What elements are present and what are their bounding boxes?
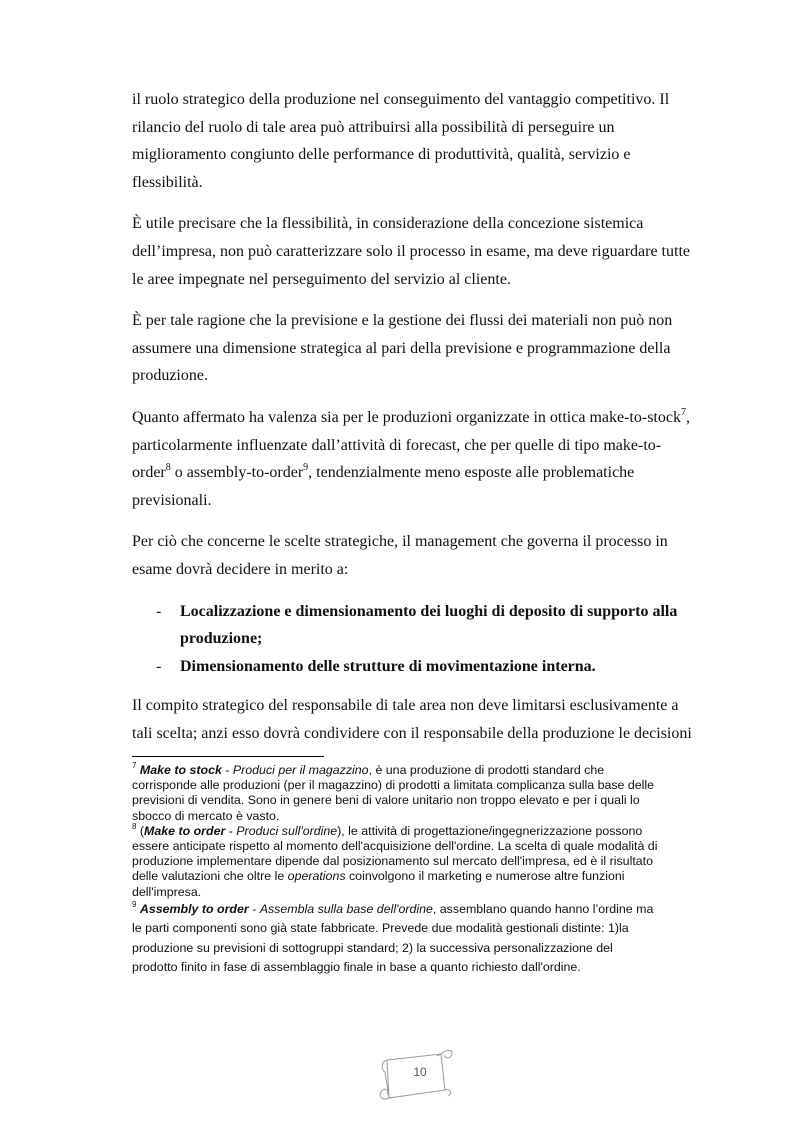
text-line: tali scelta; anzi esso dovrà condividere con il responsabile della produzione le decisioni — [132, 724, 692, 742]
footnote-separator — [132, 756, 324, 757]
text-line: produzione. — [132, 367, 208, 385]
page-number — [375, 1046, 465, 1106]
text-line: È per tale ragione che la previsione e la gestione dei flussi dei materiali non può non — [132, 312, 673, 330]
text-fragment: - — [221, 763, 233, 777]
text-line: sbocco di mercato è vasto. — [132, 808, 280, 823]
footnote-7 — [132, 760, 672, 824]
text-line: le aree impegnate nel perseguimento del servizio al cliente. — [132, 270, 511, 288]
bullet-text: produzione; — [180, 630, 263, 648]
footnote-8 — [132, 821, 672, 900]
footnote-ref-8[interactable]: 8 — [165, 461, 171, 473]
footnote-translation: Assembla sulla base dell'ordine — [259, 901, 433, 916]
paragraph-4 — [132, 404, 690, 514]
dash-bullet: - — [156, 657, 162, 675]
text-fragment: order — [132, 464, 166, 482]
text-fragment: delle valutazioni che oltre le — [132, 869, 288, 884]
text-line — [132, 760, 672, 778]
footnote-translation: Produci sull'ordine — [236, 823, 338, 838]
footnote-ref-7[interactable]: 7 — [680, 406, 686, 418]
footnote-ref-9[interactable]: 9 — [303, 461, 309, 473]
text-fragment: - — [225, 823, 237, 838]
text-line: previsioni di vendita. Sono in genere beni di valore unitario non troppo elevato e per i quali lo — [132, 793, 640, 808]
footnote-translation: Produci per il magazzino — [232, 763, 369, 777]
page-number-text: 10 — [413, 1065, 427, 1079]
bullet-text: Localizzazione e dimensionamento dei luoghi di deposito di supporto alla — [180, 602, 678, 620]
text-fragment: Quanto affermato ha valenza sia per le produzioni organizzate in ottica make-to-stock — [132, 408, 681, 426]
text-line: Per ciò che concerne le scelte strategiche, il management che governa il processo in — [132, 533, 668, 551]
footnote-9 — [132, 900, 672, 978]
text-line: le parti componenti sono già state fabbricate. Prevede due modalità gestionali distinte: 1)la — [132, 921, 629, 936]
dash-bullet: - — [156, 602, 162, 620]
text-fragment: ( — [136, 823, 145, 838]
bullet-item — [132, 625, 664, 653]
text-line — [132, 459, 664, 487]
bullet-item — [132, 653, 664, 681]
text-fragment: - — [248, 901, 260, 916]
paragraph-3 — [132, 307, 673, 390]
text-fragment: ), le attività di progettazione/ingegnerizzazione possono — [337, 823, 643, 838]
body-text — [132, 86, 692, 761]
text-line: dell’impresa, non può caratterizzare solo il processo in esame, ma deve riguardare tutte — [132, 242, 690, 260]
footnotes — [132, 760, 672, 978]
text-line: corrisponde alle produzioni (per il magazzino) di prodotti a limitata complicanza sulla base delle — [132, 778, 655, 793]
paragraph-1 — [132, 86, 670, 196]
text-line: previsionali. — [132, 491, 212, 509]
text-line: rilancio del ruolo di tale area può attribuirsi alla possibilità di perseguire un — [132, 118, 615, 136]
text-line: il ruolo strategico della produzione nel conseguimento del vantaggio competitivo. Il — [132, 91, 670, 108]
footnote-number: 9 — [132, 899, 137, 909]
footnote-term: Assembly to order — [139, 901, 249, 916]
text-line: produzione implementare dipende dal posizionamento sul mercato dell'impresa, ed è il risultato — [132, 854, 653, 869]
text-line: miglioramento congiunto delle performance di produttività, qualità, servizio e — [132, 146, 631, 164]
text-line — [132, 404, 690, 432]
text-fragment: coinvolgono il marketing e numerose altre funzioni — [345, 869, 625, 884]
paragraph-2 — [132, 210, 690, 293]
text-emphasis: operations — [287, 869, 346, 884]
bullet-list — [132, 598, 678, 681]
text-line — [132, 900, 672, 920]
bullet-item — [132, 598, 678, 626]
text-line — [132, 869, 672, 884]
text-line: È utile precisare che la flessibilità, in considerazione della concezione sistemica — [132, 215, 644, 233]
text-line: particolarmente influenzate dall’attività di forecast, che per quelle di tipo make-to- — [132, 436, 662, 454]
text-fragment: o assembly-to-order — [170, 464, 304, 482]
text-line: produzione su previsioni di sottogruppi standard; 2) la successiva personalizzazione del — [132, 940, 613, 955]
footnote-term: Make to stock — [139, 763, 222, 777]
text-line: Il compito strategico del responsabile di tale area non deve limitarsi esclusivamente a — [132, 697, 679, 715]
text-line — [132, 821, 672, 839]
text-fragment: , — [685, 408, 690, 426]
paragraph-5 — [132, 528, 668, 583]
footnote-number: 7 — [132, 760, 137, 770]
text-fragment: , è una produzione di prodotti standard che — [368, 763, 605, 777]
text-line: esame dovrà decidere in merito a: — [132, 560, 349, 578]
text-line: flessibilità. — [132, 173, 203, 191]
footnote-number: 8 — [132, 821, 137, 831]
text-fragment: , tendenzialmente meno esposte alle problematiche — [308, 464, 635, 482]
text-line: essere anticipate rispetto al momento dell'acquisizione dell'ordine. La scelta di quale modalità di — [132, 839, 658, 854]
bullet-text: Dimensionamento delle strutture di movimentazione interna. — [180, 657, 596, 675]
footnote-term: Make to order — [144, 823, 226, 838]
text-line: prodotto finito in fase di assemblaggio finale in base a quanto richiesto dall'ordine. — [132, 960, 581, 975]
text-fragment: , assemblano quando hanno l’ordine ma — [432, 901, 654, 916]
paragraph-6 — [132, 692, 692, 747]
text-line: assumere una dimensione strategica al pari della previsione e programmazione della — [132, 339, 671, 357]
text-line: dell'impresa. — [132, 884, 202, 899]
